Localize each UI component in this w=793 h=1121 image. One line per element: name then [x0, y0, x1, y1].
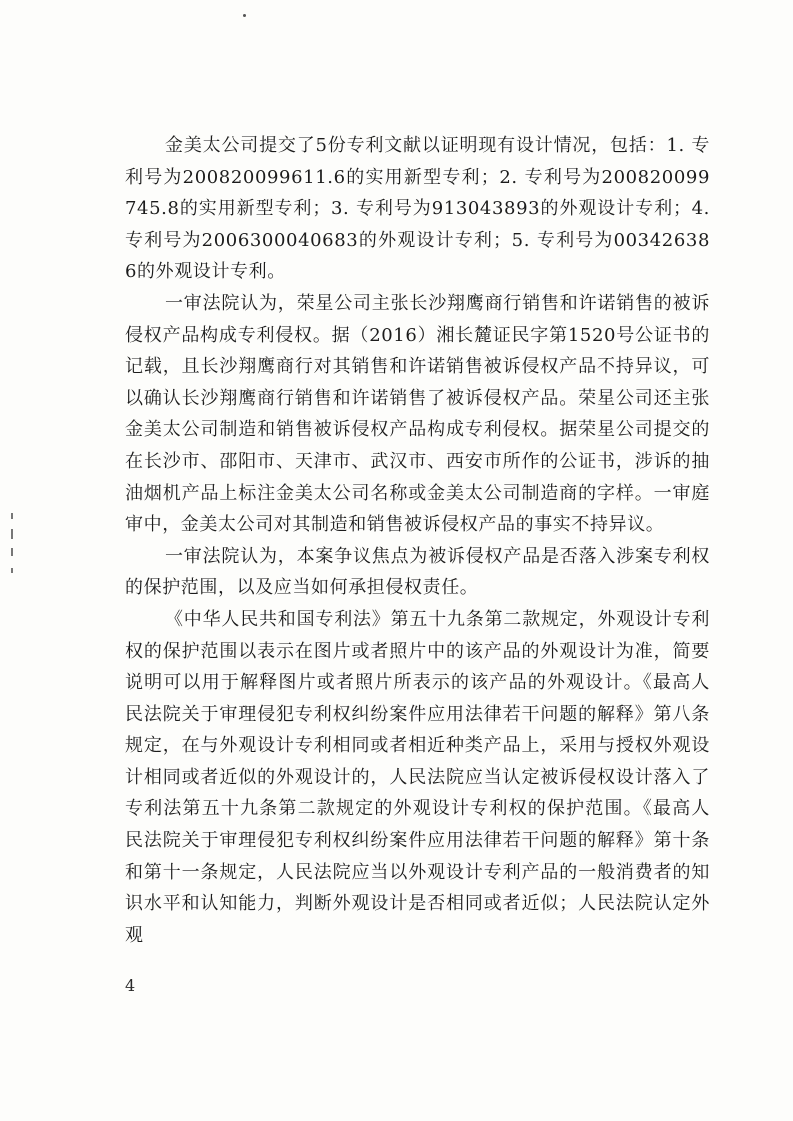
binding-mark: [11, 548, 13, 556]
binding-mark: [11, 513, 13, 519]
scan-speck: [243, 14, 246, 17]
page-number: 4: [125, 976, 136, 995]
binding-mark: [11, 529, 13, 539]
body-text: [125, 130, 710, 951]
paragraph-dispute-focus: 一审法院认为，本案争议焦点为被诉侵权产品是否落入涉案专利权的保护范围，以及应当如何承担侵权责任。: [125, 545, 710, 599]
paragraph-infringement-findings: 一审法院认为，荣星公司主张长沙翔鹰商行销售和许诺销售的被诉侵权产品构成专利侵权。据（2016）湘长麓证民字第1520号公证书的记载，且长沙翔鹰商行对其销售和许诺销售被诉侵权产品不持异议，可以确认长沙翔鹰商行销售和许诺销售了被诉侵权产品。荣星公司还主张金美太公司制造和销售被诉侵权产品构成专利侵权。据荣星公司提交的在长沙市、邵阳市、天津市、武汉市、西安市所作的公证书，涉诉的抽油烟机产品上标注金美太公司名称或金美太公司制造商的字样。一审庭审中，金美太公司对其制造和销售被诉侵权产品的事实不持异议。: [125, 292, 710, 536]
paragraph-prior-art-evidence: 金美太公司提交了5份专利文献以证明现有设计情况，包括：1. 专利号为200820099611.6的实用新型专利；2. 专利号为200820099745.8的实用新型专利；3. 专利号为913043893的外观设计专利；4. 专利号为2006300040683的外观设计专利；5. 专利号为003426386的外观设计专利。: [125, 135, 710, 283]
binding-mark: [11, 568, 13, 573]
paragraph-legal-provisions: 《中华人民共和国专利法》第五十九条第二款规定，外观设计专利权的保护范围以表示在图片或者照片中的该产品的外观设计为准，简要说明可以用于解释图片或者照片所表示的该产品的外观设计。《最高人民法院关于审理侵犯专利权纠纷案件应用法律若干问题的解释》第八条规定，在与外观设计专利相同或者相近种类产品上，采用与授权外观设计相同或者近似的外观设计的，人民法院应当认定被诉侵权设计落入了专利法第五十九条第二款规定的外观设计专利权的保护范围。《最高人民法院关于审理侵犯专利权纠纷案件应用法律若干问题的解释》第十条和第十一条规定，人民法院应当以外观设计专利产品的一般消费者的知识水平和认知能力，判断外观设计是否相同或者近似；人民法院认定外观: [125, 608, 710, 946]
